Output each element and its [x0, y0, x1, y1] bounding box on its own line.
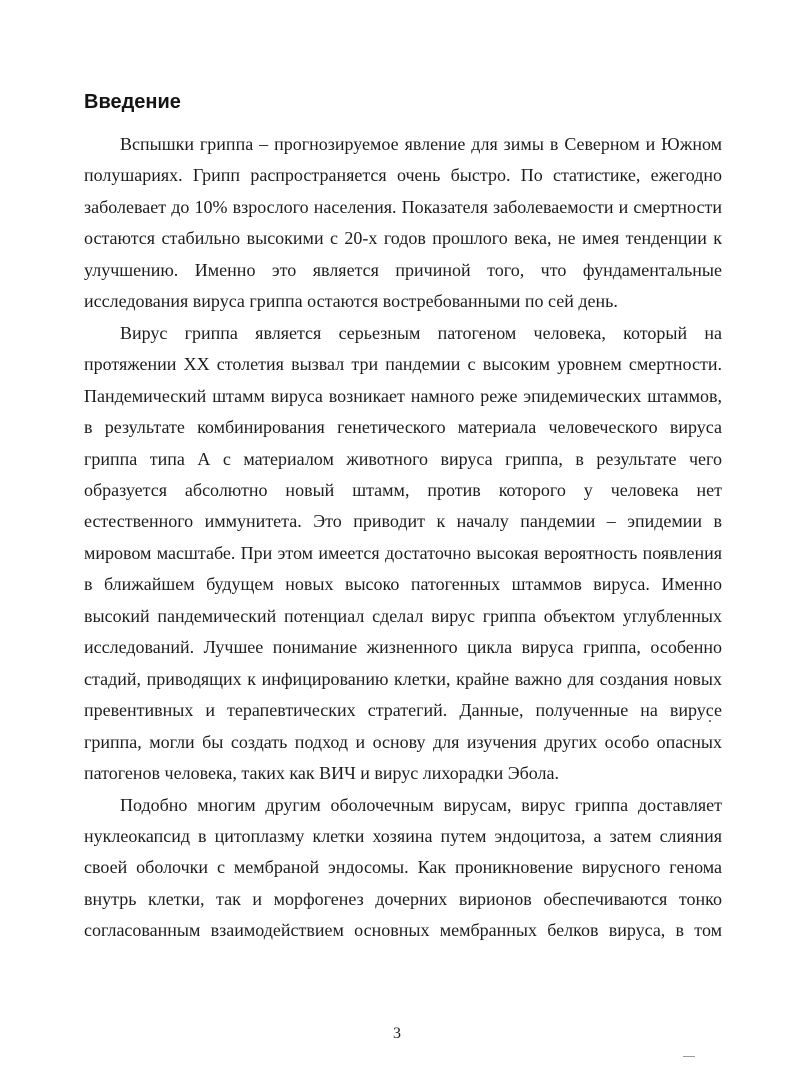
- paragraph-1: Вспышки гриппа – прогнозируемое явление для зимы в Северном и Южном полушариях. Грипп распространяется очень быстро. По статистике, ежегодно заболевает до 10% взрослого населения. Показателя заболеваемости и смертности остаются стабильно высокими с 20-х годов прошлого века, не имея тенденции к улучшению. Именно это является причиной того, что фундаментальные исследования вируса гриппа остаются востребованными по сей день.: [84, 134, 722, 312]
- paragraph-2: Вирус гриппа является серьезным патогеном человека, который на протяжении XX столетия вызвал три пандемии с высоким уровнем смертности. Пандемический штамм вируса возникает намного реже эпидемических штаммов, в результате комбинирования генетического материала человеческого вируса гриппа типа А с материалом животного вируса гриппа, в результате чего образуется абсолютно новый штамм, против которого у человека нет естественного иммунитета. Это приводит к началу пандемии – эпидемии в мировом масштабе. При этом имеется достаточно высокая вероятность появления в ближайшем будущем новых высоко патогенных штаммов вируса. Именно высокий пандемический потенциал сделал вирус гриппа объектом углубленных исследований. Лучшее понимание жизненного цикла вируса гриппа, особенно стадий, приводящих к инфицированию клетки, крайне важно для создания новых превентивных и терапевтических стратегий. Данные, полученные на вирусе гриппа, могли бы создать подход и основу для изучения других особо опасных патогенов человека, таких как ВИЧ и вирус лихорадки Эбола.: [84, 322, 722, 784]
- scan-mark: [683, 1056, 695, 1057]
- paragraph-3: Подобно многим другим оболочечным вирусам, вирус гриппа доставляет нуклеокапсид в цитоплазму клетки хозяина путем эндоцитоза, а затем слияния своей оболочки с мембраной эндосомы. Как проникновение вирусного генома внутрь клетки, так и морфогенез дочерних вирионов обеспечиваются тонко согласованным взаимодействием основных мембранных белков вируса, в том: [84, 794, 722, 941]
- section-heading: Введение: [84, 91, 181, 113]
- body-text: [84, 129, 722, 947]
- scan-speck: [709, 720, 711, 722]
- page-number: 3: [393, 1025, 401, 1042]
